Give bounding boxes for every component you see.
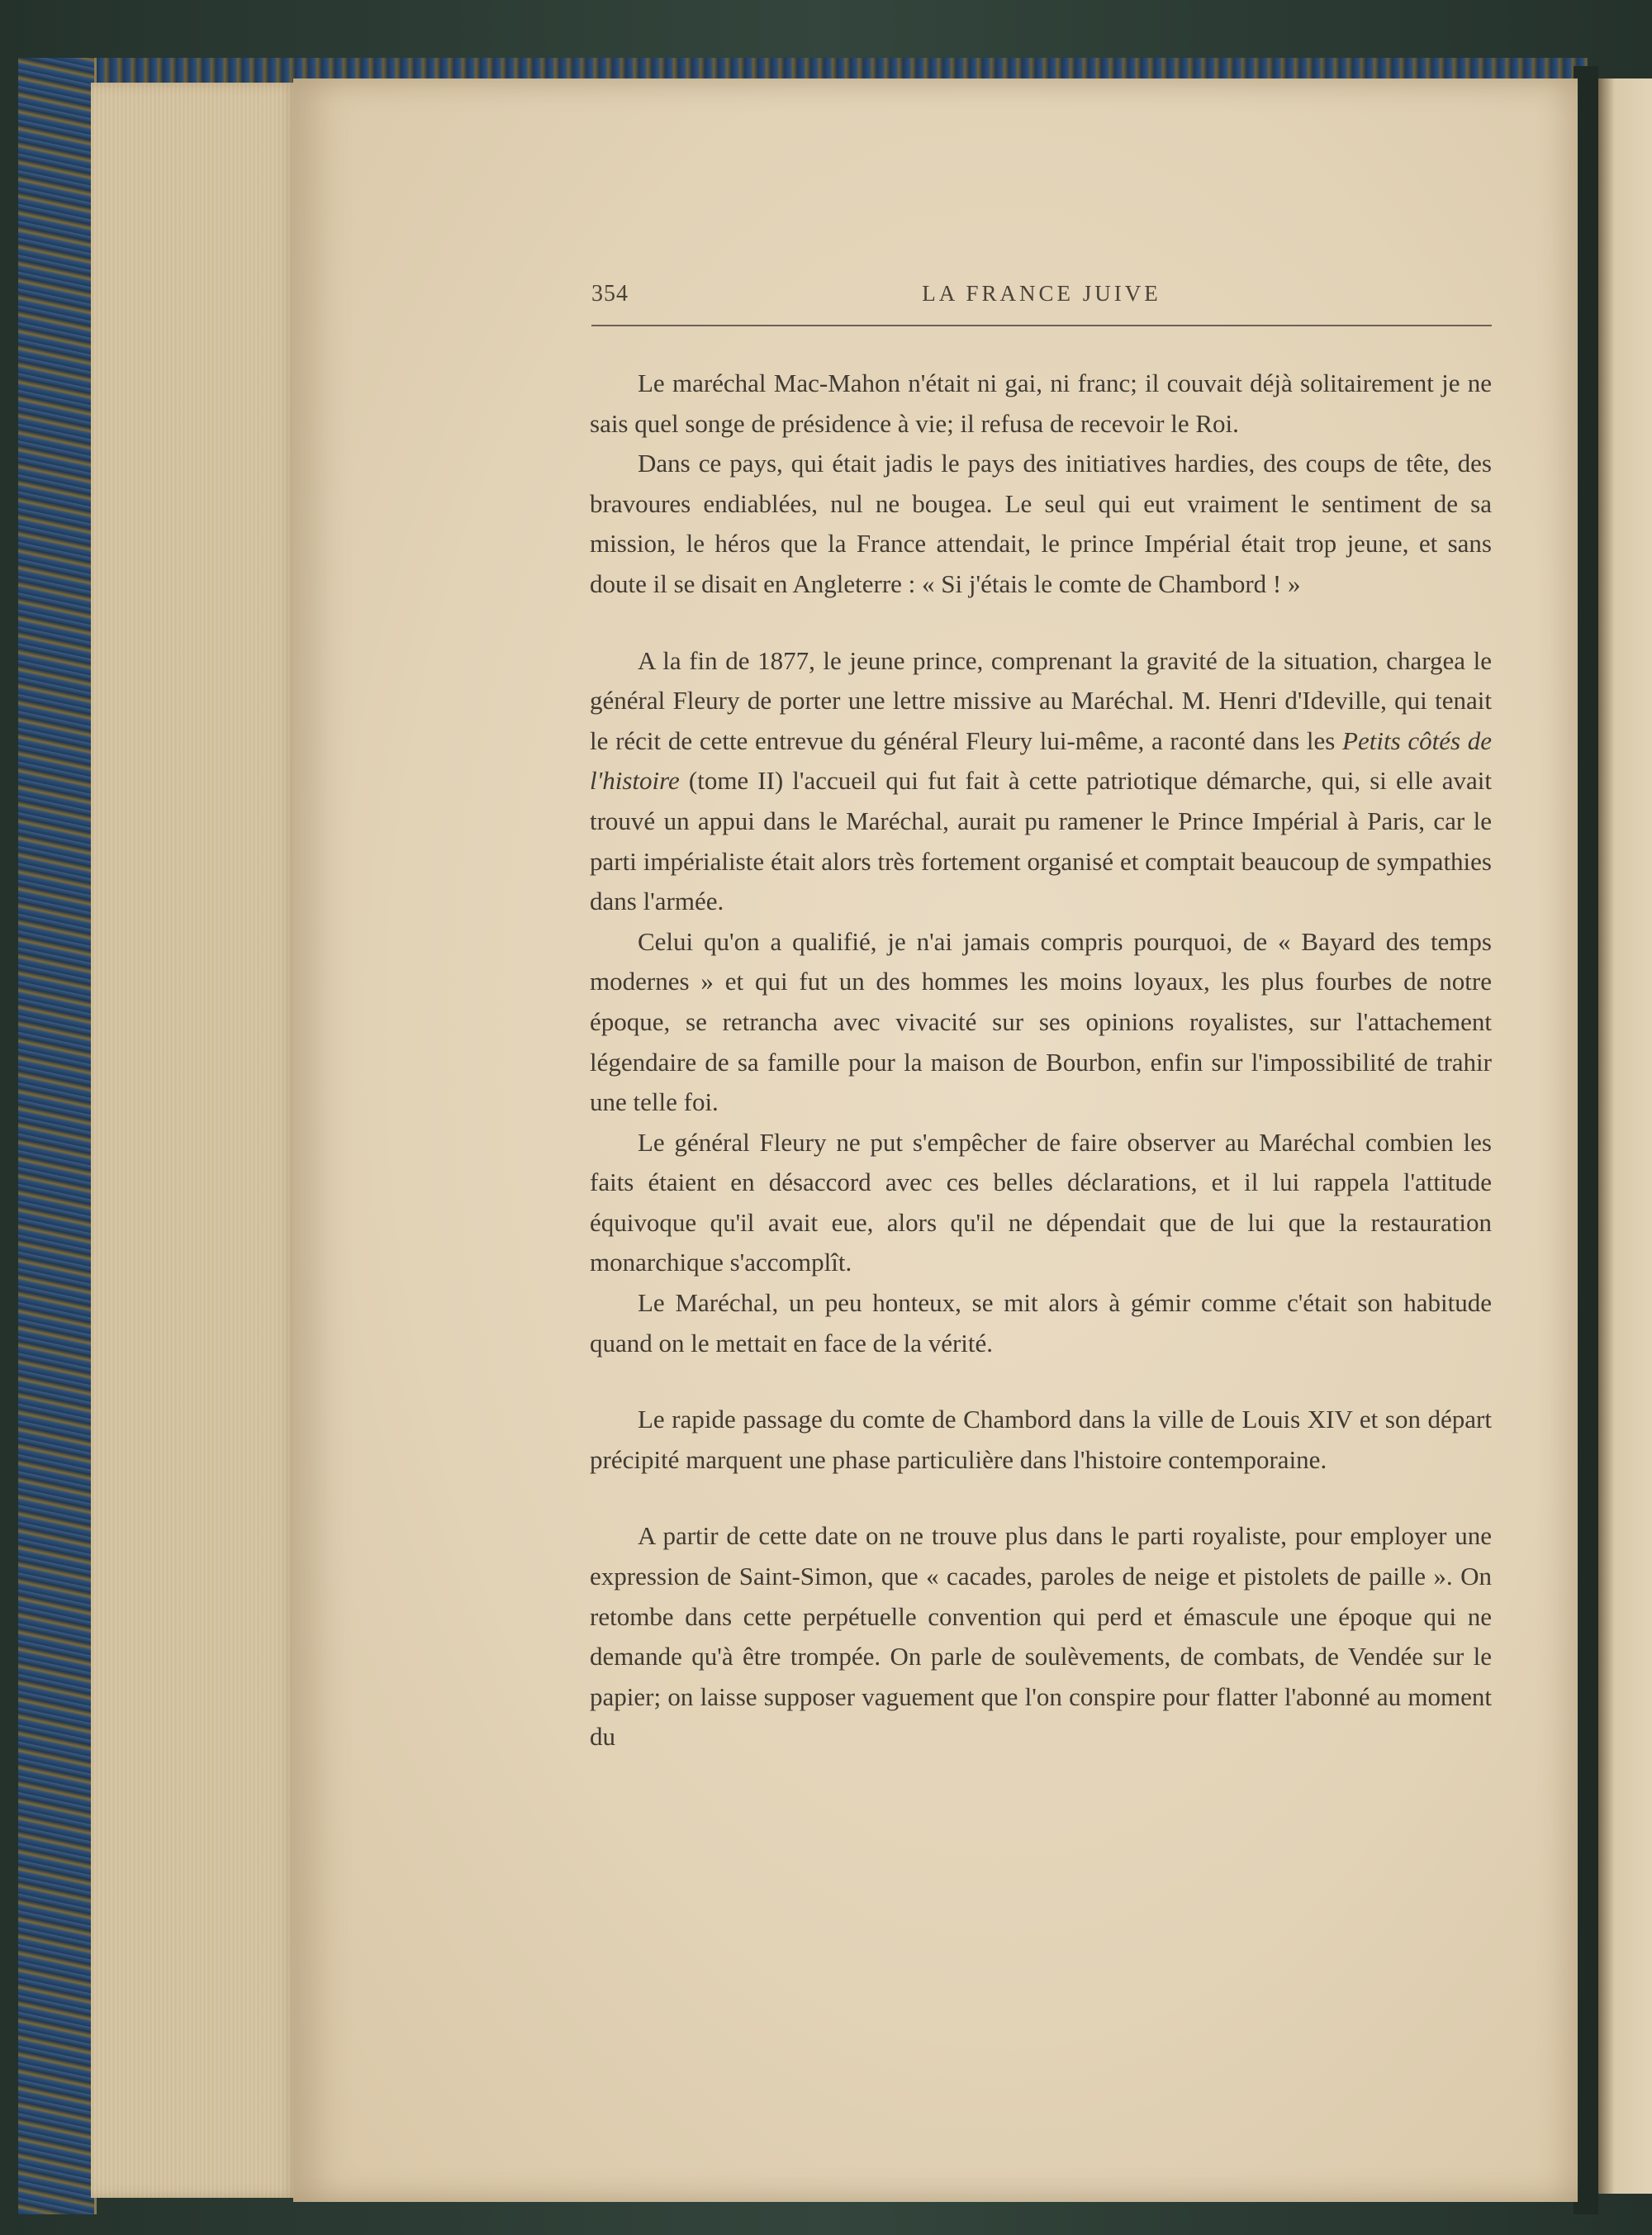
- paragraph-2: Dans ce pays, qui était jadis le pays des initiatives hardies, des coups de tête, des bravoures endiablées, nul ne bougea. Le seul qui eut vraiment le sentiment de sa mission, le héros que la France attendait, le prince Impérial était trop jeune, et sans doute il se disait en Angleterre : « Si j'étais le comte de Chambord ! »: [590, 449, 1492, 598]
- page-stack-fore-edge: [91, 83, 297, 2198]
- paragraph-3-text-b: (tome II) l'accueil qui fut fait à cette patriotique démarche, qui, si elle avait trouvé un appui dans le Maréchal, aurait pu ramener le Prince Impérial à Paris, car le parti impérialiste était alors très fortement organisé et comptait beaucoup de sympathies dans l'armée.: [590, 766, 1492, 916]
- paragraph-gap: [590, 1480, 1492, 1516]
- page-body-text: [590, 364, 1492, 1757]
- paragraph-1: Le maréchal Mac-Mahon n'était ni gai, ni franc; il couvait déjà solitairement je ne sais quel songe de présidence à vie; il refusa de recevoir le Roi.: [590, 369, 1492, 438]
- paragraph-8: A partir de cette date on ne trouve plus dans le parti royaliste, pour employer une expression de Saint-Simon, que « cacades, paroles de neige et pistolets de paille ». On retombe dans cette perpétuelle convention qui perd et émascule une époque qui ne demande qu'à être trompée. On parle de soulèvements, de combats, de Vendée sur le papier; on laisse supposer vaguement que l'on conspire pour flatter l'abonné au moment du: [590, 1521, 1492, 1752]
- paragraph-3-text-a: A la fin de 1877, le jeune prince, comprenant la gravité de la situation, chargea le général Fleury de porter une lettre missive au Maréchal. M. Henri d'Ideville, qui tenait le récit de cette entrevue du général Fleury lui-même, a raconté dans les: [590, 645, 1492, 755]
- paragraph-5: Le général Fleury ne put s'empêcher de faire observer au Maréchal combien les faits étaient en désaccord avec ces belles déclarations, et il lui rappela l'attitude équivoque qu'il avait eue, alors qu'il ne dépendait que de lui que la restauration monarchique s'accomplît.: [590, 1127, 1492, 1277]
- header-rule: [591, 325, 1492, 326]
- paragraph-gap: [590, 1363, 1492, 1400]
- paragraph-gap: [590, 605, 1492, 641]
- page-number: 354: [591, 281, 629, 307]
- running-head: [591, 281, 1492, 314]
- paragraph-7: Le rapide passage du comte de Chambord dans la ville de Louis XIV et son départ précipité marquent une phase particulière dans l'histoire contemporaine.: [590, 1405, 1492, 1474]
- paragraph-3: [590, 641, 1492, 922]
- book-reference-title: Petits côtés de l'histoire: [590, 725, 1492, 796]
- paragraph-6: Le Maréchal, un peu honteux, se mit alors à gémir comme c'était son habitude quand on le mettait en face de la vérité.: [590, 1288, 1492, 1358]
- book-cover-marbled-edge: [18, 58, 97, 2214]
- book-title: LA FRANCE JUIVE: [922, 281, 1161, 306]
- paragraph-4: Celui qu'on a qualifié, je n'ai jamais compris pourquoi, de « Bayard des temps modernes » et qui fut un des hommes les moins loyaux, les plus fourbes de notre époque, se retrancha avec vivacité sur ses opinions royalistes, sur l'attachement légendaire de sa famille pour la maison de Bourbon, enfin sur l'impossibilité de trahir une telle foi.: [590, 926, 1492, 1117]
- next-page-edge: [1598, 78, 1652, 2194]
